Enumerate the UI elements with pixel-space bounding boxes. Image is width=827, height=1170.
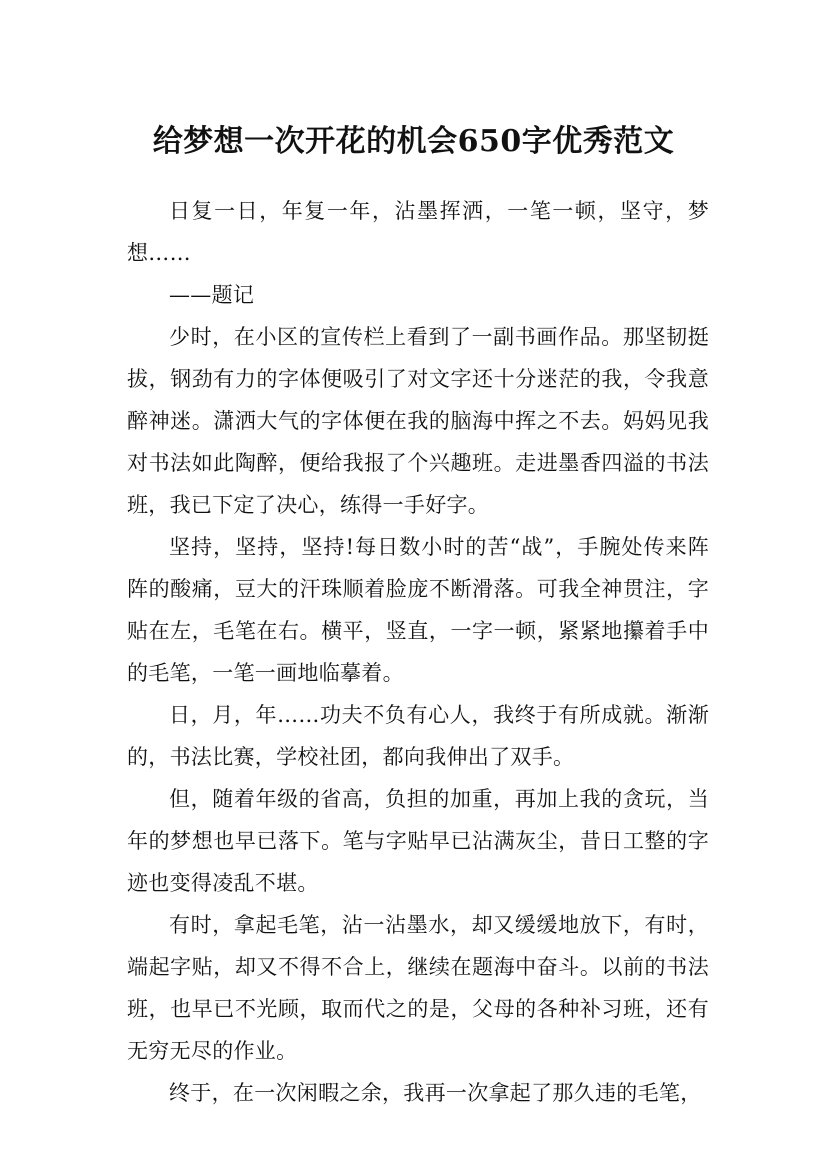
paragraph-persistence: 坚持，坚持，坚持!每日数小时的苦“战”，手腕处传来阵阵的酸痛，豆大的汗珠顺着脸庞不断滑落。可我全神贯注，字贴在左，毛笔在右。横平，竖直，一字一顿，紧紧地攥着手中的毛笔，一笔一画地临摹着。 (127, 535, 709, 685)
paragraph-epigraph-source: ——题记 (169, 283, 255, 307)
document-title: 给梦想一次开花的机会650字优秀范文 (152, 124, 675, 160)
document-body (127, 190, 709, 1114)
paragraph-struggle: 有时，拿起毛笔，沾一沾墨水，却又缓缓地放下，有时，端起字贴，却又不得不合上，继续在题海中奋斗。以前的书法班，也早已不光顾，取而代之的是，父母的各种补习班，还有无穷无尽的作业。 (127, 913, 709, 1063)
paragraph-decline: 但，随着年级的省高，负担的加重，再加上我的贪玩，当年的梦想也早已落下。笔与字贴早已沾满灰尘，昔日工整的字迹也变得凌乱不堪。 (127, 787, 709, 895)
paragraph-achievement: 日，月，年……功夫不负有心人，我终于有所成就。渐渐的，书法比赛，学校社团，都向我伸出了双手。 (127, 703, 709, 769)
paragraph-epigraph: 日复一日，年复一年，沾墨挥洒，一笔一顿，坚守，梦想…… (127, 199, 709, 265)
paragraph-return: 终于，在一次闲暇之余，我再一次拿起了那久违的毛笔， (169, 1081, 702, 1105)
paragraph-childhood: 少时，在小区的宣传栏上看到了一副书画作品。那坚韧挺拔，钢劲有力的字体便吸引了对文字还十分迷茫的我，令我意醉神迷。潇洒大气的字体便在我的脑海中挥之不去。妈妈见我对书法如此陶醉，便给我报了个兴趣班。走进墨香四溢的书法班，我已下定了决心，练得一手好字。 (127, 325, 709, 517)
